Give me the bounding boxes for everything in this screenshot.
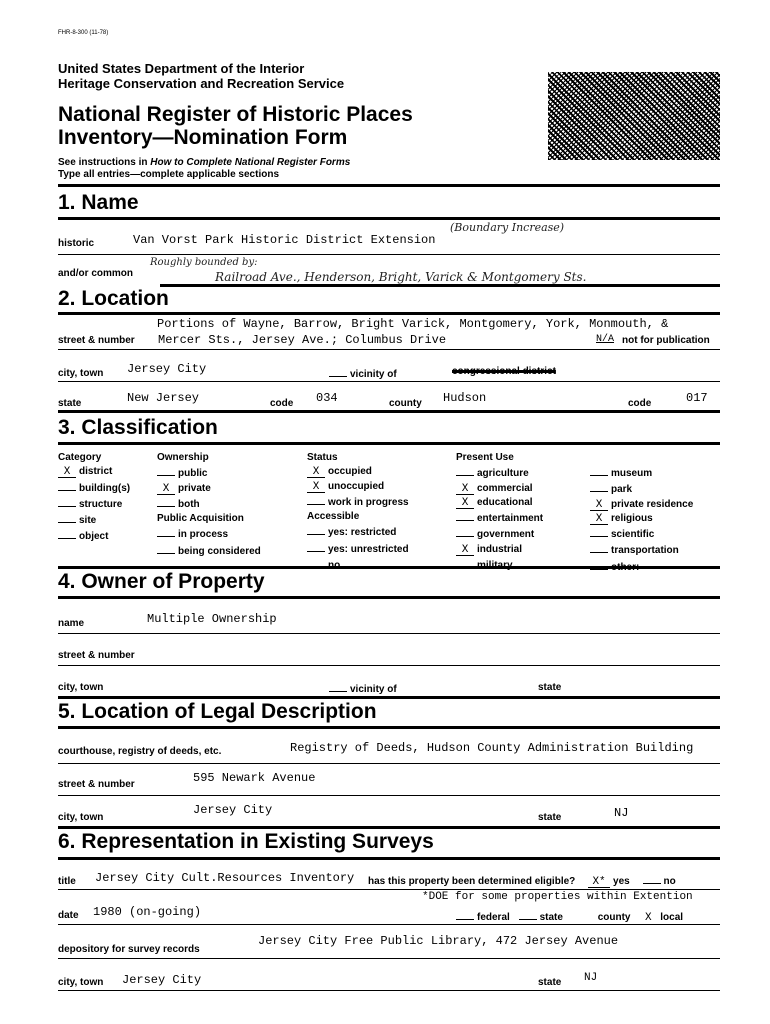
street-label: street & number [58,335,135,346]
state-code-label: code [270,398,294,409]
depository-field[interactable]: Jersey City Free Public Library, 472 Jersey Avenue [258,934,619,948]
eligible-yes-checkbox[interactable]: X* [588,877,610,888]
owner-name-label: name [58,618,85,629]
instructions-line-2: Type all entries—complete applicable sections [58,169,280,180]
city-label: city, town [58,368,104,379]
courthouse-field[interactable]: Registry of Deeds, Hudson County Administration Building [290,741,694,755]
not-for-publication-value[interactable]: N/A [596,334,615,345]
vicinity-checkbox[interactable] [329,366,347,377]
section-location-heading: 2. Location [58,287,169,310]
checkbox-district[interactable]: X district [58,465,130,479]
divider [58,958,720,959]
survey-title-field[interactable]: Jersey City Cult.Resources Inventory [95,871,355,885]
public-acquisition-title: Public Acquisition [157,513,244,525]
checkbox-museum[interactable]: museum [590,465,693,481]
owner-name-field[interactable]: Multiple Ownership [147,612,277,626]
legal-city-label: city, town [58,812,104,823]
divider [58,381,720,382]
checkbox-commercial[interactable]: X commercial [456,482,543,496]
section-name-heading: 1. Name [58,191,139,214]
checkbox-scientific[interactable]: scientific [590,526,693,542]
checkbox-unoccupied[interactable]: X unoccupied [307,480,409,494]
divider [58,442,720,445]
survey-level [456,909,683,923]
county-field[interactable]: Hudson [443,391,487,405]
state-level-label: state [539,912,563,923]
county-code-label: code [628,398,652,409]
checkbox-in-process[interactable]: in process [157,526,261,542]
vicinity-text: vicinity of [350,369,397,380]
checkbox-structure[interactable]: structure [58,496,130,512]
section-surveys-heading: 6. Representation in Existing Surveys [58,830,434,853]
owner-street-label: street & number [58,650,135,661]
legal-street-label: street & number [58,779,135,790]
county-level-label: county [597,912,631,923]
common-name-label: and/or common [58,268,134,279]
checkbox-religious[interactable]: X religious [590,512,693,526]
checkbox-site[interactable]: site [58,512,130,528]
eligible-yes-label: yes [613,876,630,887]
legal-city-field[interactable]: Jersey City [193,803,273,817]
form-title [58,103,413,149]
divider [58,596,720,599]
section-legal-description-heading: 5. Location of Legal Description [58,700,377,723]
checkbox-yes-unrestricted[interactable]: yes: unrestricted [307,541,409,557]
ownership-title: Ownership [157,452,209,463]
survey-state-field[interactable]: NJ [584,972,598,984]
present-use-title: Present Use [456,452,514,463]
divider [58,889,720,890]
not-for-publication-label: not for publication [622,335,710,346]
survey-city-field[interactable]: Jersey City [122,973,202,987]
checkbox-industrial[interactable]: X industrial [456,543,543,557]
status-title: Status [307,452,338,463]
depository-label: depository for survey records [58,944,200,955]
legal-street-field[interactable]: 595 Newark Avenue [193,771,316,785]
divider [58,349,720,350]
divider [58,763,720,764]
county-code-field[interactable]: 017 [686,391,708,405]
checkbox-work-in-progress[interactable]: work in progress [307,494,409,510]
divider [58,566,720,569]
courthouse-label: courthouse, registry of deeds, etc. [58,746,222,757]
survey-city-label: city, town [58,977,104,988]
category-group [58,451,130,545]
common-handwritten-2: Railroad Ave., Henderson, Bright, Varick & Montgomery Sts. [215,270,587,284]
checkbox-object[interactable]: object [58,528,130,544]
survey-state-label: state [538,977,562,988]
checkbox-yes-restricted[interactable]: yes: restricted [307,524,409,540]
state-label: state [58,398,82,409]
instructions-guide-title: How to Complete National Register Forms [150,157,351,168]
accessible-title: Accessible [307,511,360,523]
checkbox-government[interactable]: government [456,526,543,542]
section-classification-heading: 3. Classification [58,416,218,439]
instructions [58,157,350,181]
divider [58,826,720,829]
divider [58,410,720,413]
eligible-no-label: no [663,876,676,887]
checkbox-transportation[interactable]: transportation [590,542,693,558]
divider [58,217,720,220]
eligible-no-checkbox[interactable] [643,873,661,884]
divider [58,665,720,666]
divider [160,284,720,287]
county-label: county [389,398,422,409]
street-line-2[interactable]: Mercer Sts., Jersey Ave.; Columbus Drive [158,333,447,347]
status-group [307,451,409,573]
checkbox-private-residence[interactable]: X private residence [590,498,693,512]
eligible-question [368,873,676,888]
checkbox-entertainment[interactable]: entertainment [456,510,543,526]
local-checkbox[interactable]: X [644,912,652,924]
checkbox-educational[interactable]: X educational [456,496,543,510]
legal-state-field[interactable]: NJ [614,806,629,820]
state-field[interactable]: New Jersey [127,391,200,405]
street-line-1[interactable]: Portions of Wayne, Barrow, Bright Varick, Montgomery, York, Monmouth, & [157,317,669,331]
historic-label: historic [58,238,95,249]
historic-name-field[interactable]: Van Vorst Park Historic District Extension [133,233,436,247]
state-code-field[interactable]: 034 [316,391,338,405]
owner-vicinity-checkbox[interactable] [329,681,347,692]
divider [58,795,720,796]
form-number: FHR-8-300 (11-78) [58,30,109,36]
checkbox-park[interactable]: park [590,481,693,497]
checkbox-being-considered[interactable]: being considered [157,543,261,559]
city-field[interactable]: Jersey City [127,362,207,376]
instructions-prefix: See instructions in [58,157,151,168]
checkbox-buildings[interactable]: building(s) [58,480,130,496]
legal-state-label: state [538,812,562,823]
category-title: Category [58,452,102,463]
state-level-checkbox[interactable] [519,909,537,920]
title-line-1: National Register of Historic Places [58,103,413,126]
owner-state-label: state [538,682,562,693]
survey-title-label: title [58,876,76,887]
federal-label: federal [477,912,510,923]
local-label: local [660,912,684,923]
divider [58,726,720,729]
agency-line-2: Heritage Conservation and Recreation Service [58,76,345,91]
checkbox-private[interactable]: X private [157,482,261,496]
congressional-district-label: congressional district [452,366,556,377]
owner-vicinity [329,681,397,695]
divider [58,924,720,925]
eligible-question-text: has this property been determined eligible? [368,876,576,887]
checkbox-occupied[interactable]: X occupied [307,465,409,479]
agency-header [58,61,344,91]
survey-date-label: date [58,910,79,921]
divider [58,633,720,634]
divider [58,696,720,699]
title-line-2: Inventory—Nomination Form [58,126,348,149]
divider [58,254,720,255]
federal-checkbox[interactable] [456,909,474,920]
doe-footnote: *DOE for some properties within Extention [422,891,693,903]
ownership-group [157,451,261,559]
vicinity-label [329,366,397,380]
checkbox-both[interactable]: both [157,496,261,512]
owner-vicinity-text: vicinity of [350,684,397,695]
scan-stamp-image [548,72,720,160]
divider [58,184,720,187]
agency-line-1: United States Department of the Interior [58,61,305,76]
divider [58,990,720,991]
divider [58,312,720,315]
historic-handwritten-note: (Boundary Increase) [450,221,565,234]
divider [58,857,720,860]
present-use-group-2 [590,465,693,575]
survey-date-field[interactable]: 1980 (on-going) [93,905,202,919]
owner-city-label: city, town [58,682,104,693]
checkbox-public[interactable]: public [157,465,261,481]
checkbox-agriculture[interactable]: agriculture [456,465,543,481]
common-handwritten-1: Roughly bounded by: [150,257,258,268]
present-use-group-1 [456,451,543,573]
section-owner-heading: 4. Owner of Property [58,570,265,593]
